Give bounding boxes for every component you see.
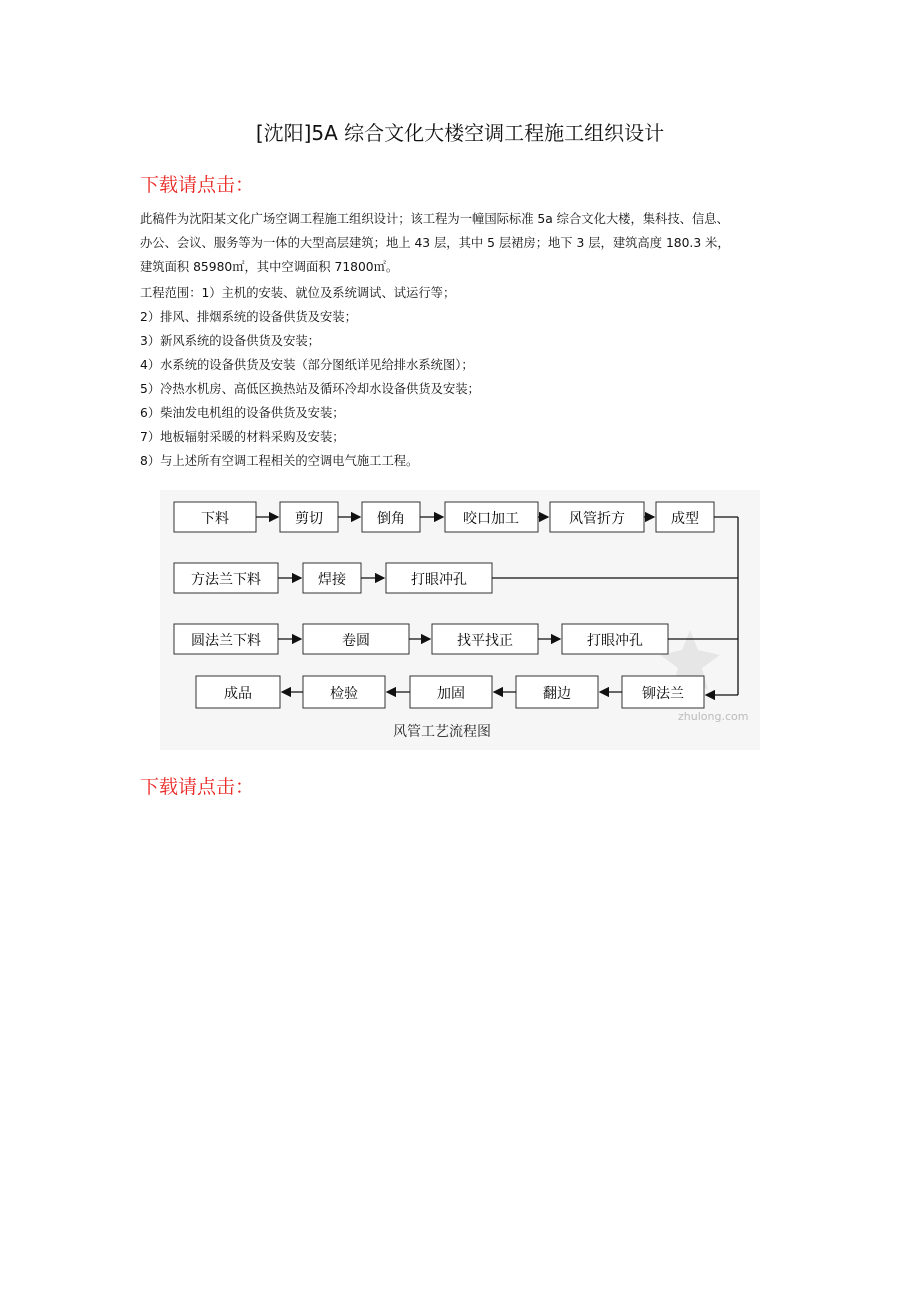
- intro-line: 办公、会议、服务等为一体的大型高层建筑；地上 43 层，其中 5 层裙房；地下 3 层，建筑高度 180.3 米，: [140, 236, 730, 250]
- flow-step-label: 倒角: [377, 511, 405, 527]
- flow-step-label: 加固: [437, 686, 465, 702]
- scope-line: 5）冷热水机房、高低区换热站及循环冷却水设备供货及安装；: [140, 382, 480, 396]
- flow-step-label: 成型: [671, 511, 699, 527]
- flow-step-label: 剪切: [295, 511, 323, 527]
- scope-line: 4）水系统的设备供货及安装（部分图纸详见给排水系统图）；: [140, 358, 474, 372]
- flow-step-label: 方法兰下料: [191, 572, 261, 588]
- flow-step-label: 铆法兰: [642, 686, 684, 702]
- document-title: [沈阳]5A 综合文化大楼空调工程施工组织设计: [255, 121, 665, 145]
- scope-line: 2）排风、排烟系统的设备供货及安装；: [140, 310, 357, 324]
- download-link-bottom[interactable]: 下载请点击：: [140, 776, 255, 798]
- intro-line: 此稿件为沈阳某文化广场空调工程施工组织设计；该工程为一幢国际标准 5a 综合文化大楼，集科技、信息、: [140, 212, 729, 226]
- duct-process-flowchart: [160, 490, 760, 750]
- download-link-top[interactable]: 下载请点击：: [140, 174, 255, 196]
- watermark-text: zhulong.com: [678, 710, 749, 723]
- flowchart-caption: 风管工艺流程图: [393, 724, 491, 740]
- flow-step-label: 检验: [330, 686, 358, 702]
- intro-paragraph: [140, 207, 800, 279]
- scope-line: 8）与上述所有空调工程相关的空调电气施工工程。: [140, 454, 419, 468]
- flow-step-label: 风管折方: [569, 511, 625, 527]
- flow-step-label: 下料: [201, 511, 229, 527]
- flow-step-label: 打眼冲孔: [411, 572, 467, 588]
- flow-step-label: 咬口加工: [463, 511, 519, 527]
- flow-step-label: 翻边: [543, 686, 571, 702]
- flow-step-label: 成品: [224, 686, 252, 702]
- flowchart-svg: [160, 490, 760, 750]
- scope-list: [140, 281, 800, 473]
- flow-step-label: 卷圆: [342, 633, 370, 649]
- flow-step-label: 打眼冲孔: [587, 633, 643, 649]
- scope-line: 3）新风系统的设备供货及安装；: [140, 334, 320, 348]
- flow-step-label: 圆法兰下料: [191, 633, 261, 649]
- intro-line: 建筑面积 85980㎡，其中空调面积 71800㎡。: [140, 260, 399, 274]
- scope-line: 工程范围：1）主机的安装、就位及系统调试、试运行等；: [140, 286, 456, 300]
- flow-step-label: 找平找正: [457, 633, 513, 649]
- flow-step-label: 焊接: [318, 572, 346, 588]
- scope-line: 6）柴油发电机组的设备供货及安装；: [140, 406, 345, 420]
- scope-line: 7）地板辐射采暖的材料采购及安装；: [140, 430, 345, 444]
